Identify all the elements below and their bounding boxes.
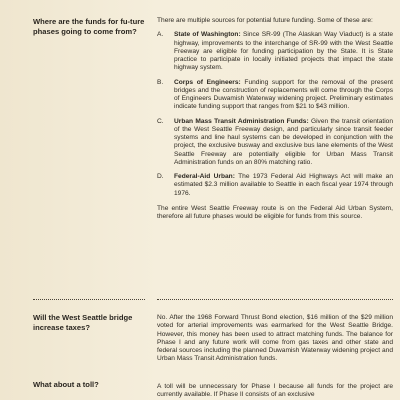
funding-source-d xyxy=(157,173,393,198)
answer-text: A toll will be unnecessary for Phase I because all funds for the project are currently available. If Phase II consists of an exclusive xyxy=(157,383,393,399)
item-text: The 1973 Federal Aid Highways Act will make an estimated $2.3 million available to Seattle in each fiscal year 1974 through 1976. xyxy=(174,173,393,197)
item-heading: Corps of Engineers: xyxy=(174,78,241,86)
answer-text: No. After the 1968 Forward Thrust Bond election, $16 million of the $29 million voted for arterial improvements was earmarked for the West Seattle Bridge. However, this money has been used to attract matching funds. The balance for Phase I and any future work will come from gas taxes and other state and federal sources including the planned Duwamish Waterway widening project and Urban Mass Transit Administration funds. xyxy=(157,314,393,363)
item-text: Funding support for the removal of the present bridges and the construction of replacements will come through the Corps of Engineers Duwamish Waterway widening project. Preliminary estimates indicate funding support that ranges from $21 to $43 million. xyxy=(174,78,394,111)
item-letter: C. xyxy=(157,117,164,125)
answer-divider xyxy=(157,299,393,300)
funding-source-c xyxy=(157,118,393,168)
item-heading: Federal-Aid Urban: xyxy=(174,173,235,180)
question-bridge-taxes: Will the West Seattle bridge increase taxes? xyxy=(33,313,133,332)
funding-source-b xyxy=(157,79,393,112)
answer-intro: There are multiple sources for potential future funding. Some of these are: xyxy=(157,17,373,24)
funding-source-a xyxy=(157,31,393,72)
answer-bridge-taxes xyxy=(157,314,393,364)
answer-toll xyxy=(157,383,393,400)
answer-closing: The entire West Seattle Freeway route is on the Federal Aid Urban System, therefore all future phases would be eligible for funds from this source. xyxy=(157,204,393,220)
question-funds-future-phases: Where are the funds for fu-ture phases going to come from? xyxy=(33,17,145,36)
item-text: Since SR-99 (The Alaskan Way Viaduct) is a state highway, improvements to the interchange of SR-99 with the West Seattle Freeway are eligible for funding participation by the State. It is State practice to participate in locally initiated projects that impact the state highway system. xyxy=(174,31,394,72)
item-text: Given the transit orientation of the West Seattle Freeway design, and particularly since transit feeder systems and line haul systems can be developed in conjunction with the project, the exclusive busway and exclusive bus lane elements of the West Seattle Freeway are potentially eligible for Urban Mass Transit Administration funds on an 80% matching ratio. xyxy=(174,117,393,166)
question-toll: What about a toll? xyxy=(33,380,99,389)
item-heading: Urban Mass Transit Administration Funds: xyxy=(174,117,309,125)
item-heading: State of Washington: xyxy=(174,31,241,39)
item-letter: B. xyxy=(157,78,164,86)
answer-funds-future-phases xyxy=(157,17,393,221)
item-letter: A. xyxy=(157,31,164,39)
item-letter: D. xyxy=(157,173,164,180)
question-divider xyxy=(33,299,145,300)
